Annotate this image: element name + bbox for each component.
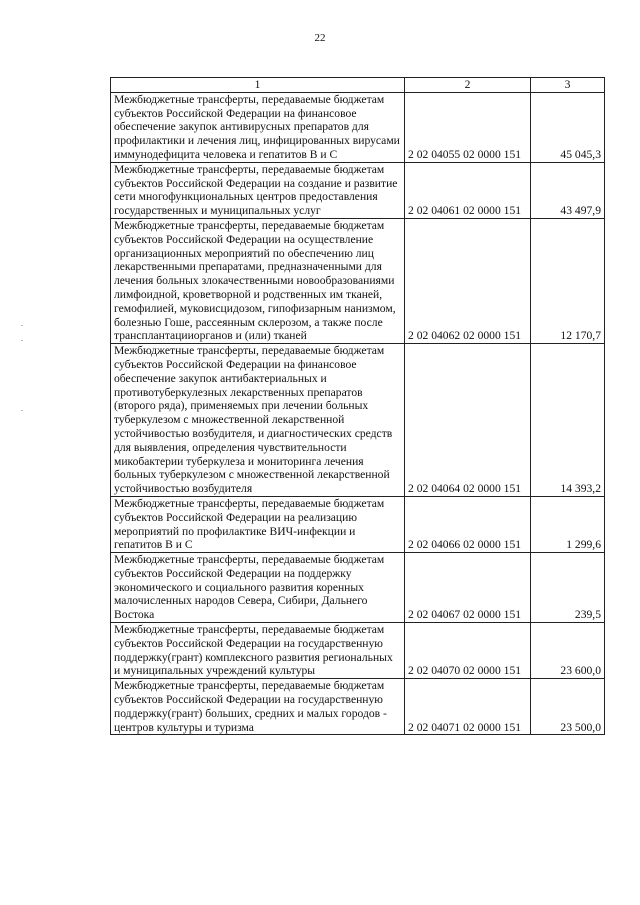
row-amount: 239,5 (531, 553, 605, 623)
scan-mark (21, 325, 23, 326)
table-header-row (111, 78, 605, 93)
row-code: 2 02 04064 02 0000 151 (405, 344, 531, 497)
row-amount: 14 393,2 (531, 344, 605, 497)
row-code: 2 02 04061 02 0000 151 (405, 162, 531, 218)
page-number: 22 (314, 32, 326, 44)
table-row (111, 218, 605, 343)
row-code: 2 02 04066 02 0000 151 (405, 496, 531, 552)
table-row (111, 162, 605, 218)
row-description: Межбюджетные трансферты, передаваемые бюджетам субъектов Российской Федерации на осуществление организационных мероприятий по обеспечению лиц лекарственными препаратами, предназначенными для лечения больных злокачественными новообразованиями лимфоидной, кроветворной и родственных им тканей, гемофилией, муковисцидозом, гипофизарным нанизмом, болезнью Гоше, рассеянным склерозом, а также после трансплантацииорганов и (или) тканей (111, 218, 405, 343)
row-description: Межбюджетные трансферты, передаваемые бюджетам субъектов Российской Федерации на государственную поддержку(грант) комплексного развития региональных и муниципальных учреждений культуры (111, 623, 405, 679)
row-description: Межбюджетные трансферты, передаваемые бюджетам субъектов Российской Федерации на финансовое обеспечение закупок антибактериальных и противотуберкулезных лекарственных препаратов (второго ряда), применяемых при лечении больных туберкулезом с множественной лекарственной устойчивостью возбудителя, и диагностических средств для выявления, определения чувствительности микобактерии туберкулеза и мониторинга лечения больных туберкулезом с множественной лекарственной устойчивостью возбудителя (111, 344, 405, 497)
row-description: Межбюджетные трансферты, передаваемые бюджетам субъектов Российской Федерации на поддержку экономического и социального развития коренных малочисленных народов Севера, Сибири, Дальнего Востока (111, 553, 405, 623)
row-amount: 12 170,7 (531, 218, 605, 343)
scan-mark (21, 410, 23, 411)
row-code: 2 02 04062 02 0000 151 (405, 218, 531, 343)
row-code: 2 02 04070 02 0000 151 (405, 623, 531, 679)
row-description: Межбюджетные трансферты, передаваемые бюджетам субъектов Российской Федерации на создание и развитие сети многофункциональных центров предоставления государственных и муниципальных услуг (111, 162, 405, 218)
scan-mark (21, 340, 23, 341)
table-row (111, 496, 605, 552)
table-row (111, 344, 605, 497)
header-col-2: 2 (405, 78, 531, 93)
row-code: 2 02 04071 02 0000 151 (405, 679, 531, 735)
row-amount: 23 600,0 (531, 623, 605, 679)
table-row (111, 553, 605, 623)
row-amount: 23 500,0 (531, 679, 605, 735)
header-col-3: 3 (531, 78, 605, 93)
row-code: 2 02 04055 02 0000 151 (405, 92, 531, 162)
row-code: 2 02 04067 02 0000 151 (405, 553, 531, 623)
row-description: Межбюджетные трансферты, передаваемые бюджетам субъектов Российской Федерации на реализацию мероприятий по профилактике ВИЧ-инфекции и гепатитов В и С (111, 496, 405, 552)
header-col-1: 1 (111, 78, 405, 93)
table-row (111, 92, 605, 162)
row-description: Межбюджетные трансферты, передаваемые бюджетам субъектов Российской Федерации на финансовое обеспечение закупок антивирусных препаратов для профилактики и лечения лиц, инфицированных вирусами иммунодефицита человека и гепатитов В и С (111, 92, 405, 162)
budget-table (110, 77, 605, 735)
table-row (111, 623, 605, 679)
row-description: Межбюджетные трансферты, передаваемые бюджетам субъектов Российской Федерации на государственную поддержку(грант) больших, средних и малых городов - центров культуры и туризма (111, 679, 405, 735)
table-row (111, 679, 605, 735)
row-amount: 1 299,6 (531, 496, 605, 552)
row-amount: 45 045,3 (531, 92, 605, 162)
row-amount: 43 497,9 (531, 162, 605, 218)
